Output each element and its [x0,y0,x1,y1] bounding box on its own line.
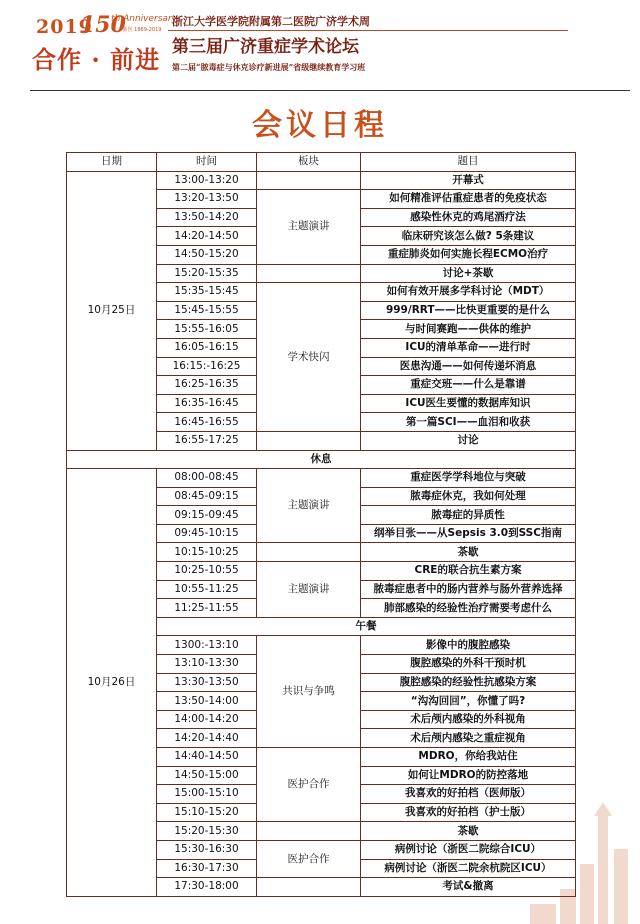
header-topic: 题目 [361,153,576,172]
time-cell: 13:10-13:30 [157,655,257,674]
topic-cell: 开幕式 [361,171,576,190]
time-cell: 14:20-14:40 [157,729,257,748]
time-cell: 09:45-10:15 [157,524,257,543]
time-cell: 16:45-16:55 [157,413,257,432]
topic-cell: 术后颅内感染的外科视角 [361,710,576,729]
block-cell-empty [257,171,361,190]
topic-cell: 纲举目张——从Sepsis 3.0到SSC指南 [361,524,576,543]
forum-subtitle: 第二届“脓毒症与休克诊疗新进展”省级继续教育学习班 [172,62,366,72]
date-cell: 10月26日 [67,469,157,897]
time-cell: 16:30-17:30 [157,859,257,878]
block-cell-empty [257,878,361,897]
time-cell: 13:50-14:20 [157,208,257,227]
topic-cell: 影像中的腹腔感染 [361,636,576,655]
header-time: 时间 [157,153,257,172]
topic-cell: 脓毒症患者中的肠内营养与肠外营养选择 [361,580,576,599]
page-header [0,0,640,92]
topic-cell: 茶歇 [361,543,576,562]
lunch-row: 午餐 [157,617,576,636]
topic-cell: 如何让MDRO的防控落地 [361,766,576,785]
topic-cell: 脓毒症休克，我如何处理 [361,487,576,506]
topic-cell: 我喜欢的好拍档（医师版） [361,785,576,804]
block-cell: 主题演讲 [257,562,361,618]
block-cell: 主题演讲 [257,190,361,264]
time-cell: 15:35-15:45 [157,283,257,302]
time-cell: 13:50-14:00 [157,692,257,711]
topic-cell: ICU的清单革命——进行时 [361,338,576,357]
time-cell: 11:25-11:55 [157,599,257,618]
header-date: 日期 [67,153,157,172]
schedule-table [66,152,576,897]
time-cell: 13:30-13:50 [157,673,257,692]
date-cell: 10月25日 [67,171,157,450]
page-title: 会议日程 [252,108,388,143]
topic-cell: 如何有效开展多学科讨论（MDT） [361,283,576,302]
logo-year: 2019 [36,16,93,38]
block-cell-empty [257,431,361,450]
time-cell: 16:55-17:25 [157,431,257,450]
topic-cell: 与时间赛跑——供体的维护 [361,320,576,339]
topic-cell: MDRO，你给我站住 [361,748,576,767]
topic-cell: 999/RRT——比快更重要的是什么 [361,301,576,320]
forum-title: 第三届广济重症学术论坛 [172,37,359,57]
block-cell-empty [257,822,361,841]
block-cell-empty [257,543,361,562]
topic-cell: 重症肺炎如何实施长程ECMO治疗 [361,245,576,264]
time-cell: 10:25-10:55 [157,562,257,581]
block-cell: 主题演讲 [257,469,361,543]
time-cell: 13:20-13:50 [157,190,257,209]
block-cell: 共识与争鸣 [257,636,361,748]
time-cell: 14:20-14:50 [157,227,257,246]
time-cell: 1300:-13:10 [157,636,257,655]
topic-cell: 病例讨论（浙医二院余杭院区ICU） [361,859,576,878]
time-cell: 10:55-11:25 [157,580,257,599]
time-cell: 15:10-15:20 [157,803,257,822]
time-cell: 15:55-16:05 [157,320,257,339]
topic-cell: 如何精准评估重症患者的免疫状态 [361,190,576,209]
time-cell: 16:25-16:35 [157,376,257,395]
time-cell: 17:30-18:00 [157,878,257,897]
time-cell: 09:15-09:45 [157,506,257,525]
topic-cell: 脓毒症的异质性 [361,506,576,525]
block-cell: 医护合作 [257,748,361,822]
time-cell: 15:20-15:35 [157,264,257,283]
topic-cell: 医患沟通——如何传递坏消息 [361,357,576,376]
topic-cell: 腹腔感染的外科干预时机 [361,655,576,674]
time-cell: 08:00-08:45 [157,469,257,488]
logo-anniversary: th Anniversary [111,14,177,24]
topic-cell: 腹腔感染的经验性抗感染方案 [361,673,576,692]
organizer: 浙江大学医学院附属第二医院广济学术周 [172,15,370,28]
table-row [67,469,576,488]
block-cell: 学术快闪 [257,283,361,432]
time-cell: 15:30-16:30 [157,840,257,859]
block-cell: 医护合作 [257,840,361,877]
topic-cell: 考试&撤离 [361,878,576,897]
topic-cell: 茶歇 [361,822,576,841]
topic-cell: 感染性休克的鸡尾酒疗法 [361,208,576,227]
topic-cell: 重症医学学科地位与突破 [361,469,576,488]
topic-cell: 我喜欢的好拍档（护士版） [361,803,576,822]
table-header-row [67,153,576,172]
time-cell: 16:35-16:45 [157,394,257,413]
topic-cell: 肺部感染的经验性治疗需要考虑什么 [361,599,576,618]
topic-cell: 重症交班——什么是靠谱 [361,376,576,395]
topic-cell: 讨论 [361,431,576,450]
topic-cell: ICU医生要懂的数据库知识 [361,394,576,413]
time-cell: 16:15:-16:25 [157,357,257,376]
time-cell: 13:00-13:20 [157,171,257,190]
block-cell-empty [257,264,361,283]
topic-cell: 术后颅内感染之重症视角 [361,729,576,748]
time-cell: 14:50-15:00 [157,766,257,785]
time-cell: 14:00-14:20 [157,710,257,729]
topic-cell: 病例讨论（浙医二院综合ICU） [361,840,576,859]
topic-cell: 第一篇SCI——血泪和收获 [361,413,576,432]
topic-cell: “沟沟回回”，你懂了吗? [361,692,576,711]
logo-150: 150 [80,12,126,38]
logo-sub: 第二·浙医 1869-2019 [111,27,162,33]
time-cell: 16:05-16:15 [157,338,257,357]
table-row [67,171,576,190]
header-rule [30,90,630,91]
header-block: 板块 [257,153,361,172]
header-divider [168,30,568,31]
slogan: 合作 · 前进 [32,45,161,74]
topic-cell: CRE的联合抗生素方案 [361,562,576,581]
break-row: 休息 [67,450,576,469]
time-cell: 10:15-10:25 [157,543,257,562]
time-cell: 14:50-15:20 [157,245,257,264]
topic-cell: 讨论+茶歇 [361,264,576,283]
time-cell: 08:45-09:15 [157,487,257,506]
time-cell: 15:45-15:55 [157,301,257,320]
topic-cell: 临床研究该怎么做? 5条建议 [361,227,576,246]
time-cell: 14:40-14:50 [157,748,257,767]
time-cell: 15:00-15:10 [157,785,257,804]
time-cell: 15:20-15:30 [157,822,257,841]
table-row [67,450,576,469]
